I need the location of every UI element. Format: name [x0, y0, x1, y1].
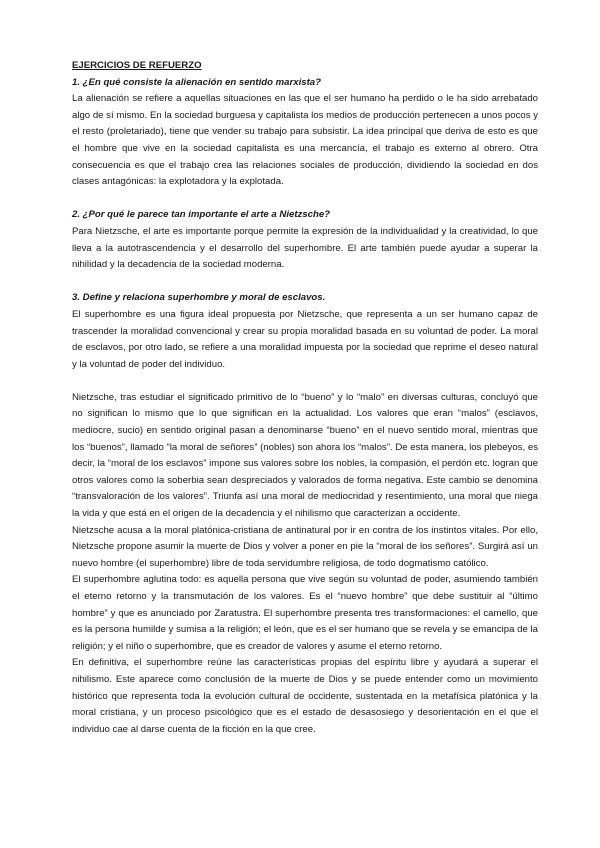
- answer-3-paragraph-1: El superhombre es una figura ideal propuesta por Nietzsche, que representa a un ser humano capaz de trascender la moralidad convencional y crear su propia moralidad basada en su voluntad de poder. La moral de esclavos, por otro lado, se refiere a una moralidad impuesta por la sociedad que reprime el deseo natural y la voluntad de poder del individuo.: [72, 308, 538, 370]
- answer-3-paragraph-3: Nietzsche acusa a la moral platónica-cristiana de antinatural por ir en contra de los instintos vitales. Por ello, Nietzsche propone asumir la muerte de Dios y volver a poner en pie la “moral de los señores”. Surgirá así un nuevo hombre (el superhombre) libre de toda servidumbre religiosa, de todo dogmatismo católico.: [72, 524, 538, 569]
- document-page: [72, 58, 538, 738]
- question-3: 3. Define y relaciona superhombre y moral de esclavos.: [72, 292, 326, 304]
- document-title: EJERCICIOS DE REFUERZO: [72, 60, 202, 71]
- answer-1-paragraph: La alienación se refiere a aquellas situaciones en las que el ser humano ha perdido o le ha sido arrebatado algo de sí mismo. En la sociedad burguesa y capitalista los medios de producción pertenecen a unos pocos y el resto (proletariado), tiene que vender su trabajo para subsistir. La idea principal que deriva de esto es que el hombre que vive en la sociedad capitalista es una mercancía, el trabajo es externo al obrero. Otra consecuencia es que el trabajo crea las relaciones sociales de producción, dividiendo la sociedad en dos clases antagónicas: la explotadora y la explotada.: [72, 93, 538, 188]
- spacer: [72, 191, 538, 208]
- question-2: 2. ¿Por qué le parece tan importante el arte a Nietzsche?: [72, 209, 331, 221]
- spacer: [72, 274, 538, 291]
- answer-3-paragraph-5: En definitiva, el superhombre reúne las características propias del espíritu libre y ayudará a superar el nihilismo. Este aparece como conclusión de la muerte de Dios y se puede entender como un movimiento histórico que representa toda la evolución cultural de occidente, sustentada en la metafísica platónica y la moral cristiana, y un proceso psicológico que es el estado de desasosiego y desorientación en el que el individuo cae al darse cuenta de la ficción en la que cree.: [72, 657, 538, 735]
- answer-3-paragraph-4: El superhombre aglutina todo: es aquella persona que vive según su voluntad de poder, asumiendo también el eterno retorno y la transmutación de los valores. Es el “nuevo hombre” que debe sustituir al “último hombre” y que es anunciado por Zaratustra. El superhombre presenta tres transformaciones: el camello, que es la persona humilde y sumisa a la religión; el león, que es el ser humano que se revela y se emancipa de la religión; y el niño o superhombre, que es creador de valores y asume el eterno retorno.: [72, 574, 538, 652]
- spacer: [72, 373, 538, 390]
- answer-3-paragraph-2: Nietzsche, tras estudiar el significado primitivo de lo “bueno” y lo “malo” en diversas culturas, concluyó que no significan lo mismo que lo que significan en la actualidad. Los valores que eran “malos” (esclavos, mediocre, sucio) en sentido original pasan a denominarse “bueno” en el nuevo sentido moral, mientras que los “buenos”, llamado “la moral de señores” (nobles) son ahora los “malos”. De esta manera, los plebeyos, es decir, la “moral de los esclavos” impone sus valores sobre los nobles, la compasión, el perdón etc. logran que otros valores como la soberbia sean despreciados y valorados de forma negativa. Este cambio se denomina “transvaloración de los valores”. Triunfa así una moral de mediocridad y resentimiento, una moral que niega la vida y que está en el origen de la decadencia y el nihilismo que caracterizan a occidente.: [72, 391, 538, 520]
- question-1: 1. ¿En qué consiste la alienación en sentido marxista?: [72, 76, 321, 88]
- answer-2-paragraph: Para Nietzsche, el arte es importante porque permite la expresión de la individualidad y la creatividad, lo que lleva a la autotrascendencia y el desarrollo del superhombre. El arte también puede ayudar a superar la nihilidad y la decadencia de la sociedad moderna.: [72, 225, 538, 271]
